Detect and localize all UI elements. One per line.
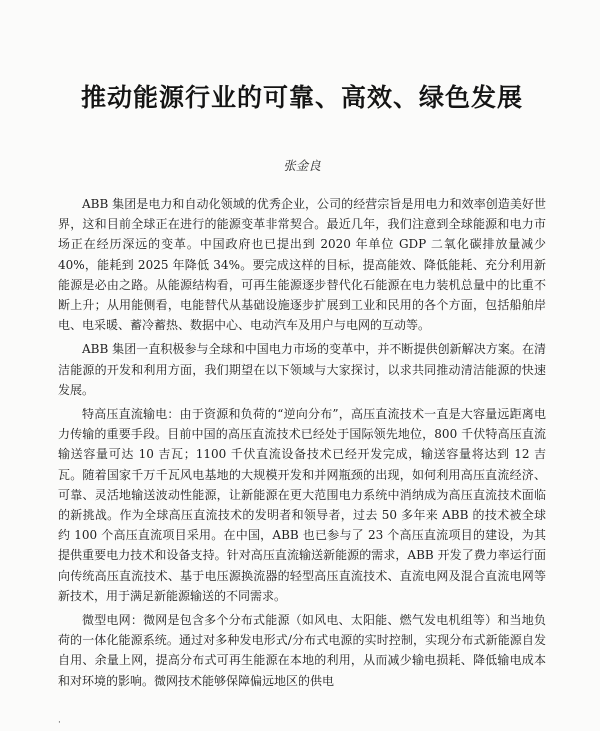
paragraph-abb-participation: ABB 集团一直积极参与全球和中国电力市场的变革中，并不断提供创新解决方案。在清洁能源的开发和利用方面，我们期望在以下领域与大家探讨，以求共同推动清洁能源的快速发展。: [58, 342, 546, 397]
paragraph-uhvdc: 特高压直流输电：由于资源和负荷的“逆向分布”，高压直流技术一直是大容量远距离电力传输的重要手段。目前中国的高压直流技术已经处于国际领先地位，800 千伏特高压直流输送容量可达 10 吉瓦；1100 千伏直流设备技术已经开发完成，输送容量将达到 12 吉瓦。随着国家千万千瓦风电基地的大规模开发和并网瓶颈的出现，如何利用高压直流经济、可靠、灵活地输送波动性能源，让新能源在更大范围电力系统中消纳成为高压直流技术面临的新挑战。作为全球高压直流技术的发明者和领导者，过去 50 多年来 ABB 的技术被全球约 100 个高压直流项目采用。在中国，ABB 也已参与了 23 个高压直流项目的建设，为其提供重要电力技术和设备支持。针对高压直流输送新能源的需求，ABB 开发了费力率运行面向传统高压直流技术、基于电压源换流器的轻型高压直流技术、直流电网及混合直流电网等新技术，用于满足新能源输送的不同需求。: [58, 407, 546, 603]
page-footer-mark: ·: [58, 718, 61, 728]
author-name: 张金良: [283, 158, 321, 173]
document-body: [58, 194, 546, 691]
paragraph-intro: ABB 集团是电力和自动化领域的优秀企业，公司的经营宗旨是用电力和效率创造美好世界，这和目前全球正在进行的能源变革非常契合。最近几年，我们注意到全球能源和电力市场正在经历深远的变革。中国政府也已提出到 2020 年单位 GDP 二氧化碳排放量减少 40%，能耗到 2025 年降低 34%。要完成这样的目标，提高能效、降低能耗、充分利用新能源是必由之路。从能源结构看，可再生能源逐步替代化石能源在电力装机总量中的比重不断上升；从用能侧看，电能替代从基础设施逐步扩展到工业和民用的各个方面，包括船舶岸电、电采暖、蓄冷蓄热、数据中心、电动汽车及用户与电网的互动等。: [58, 197, 546, 333]
document-title: 推动能源行业的可靠、高效、绿色发展: [80, 83, 523, 112]
paragraph-microgrid: 微型电网：微网是包含多个分布式能源（如风电、太阳能、燃气发电机组等）和当地负荷的一体化能源系统。通过对多种发电形式/分布式电源的实时控制，实现分布式新能源自发自用、余量上网，提高分布式可再生能源在本地的利用，从而减少输电损耗、降低输电成本和对环境的影响。微网技术能够保障偏远地区的供电: [58, 613, 546, 688]
